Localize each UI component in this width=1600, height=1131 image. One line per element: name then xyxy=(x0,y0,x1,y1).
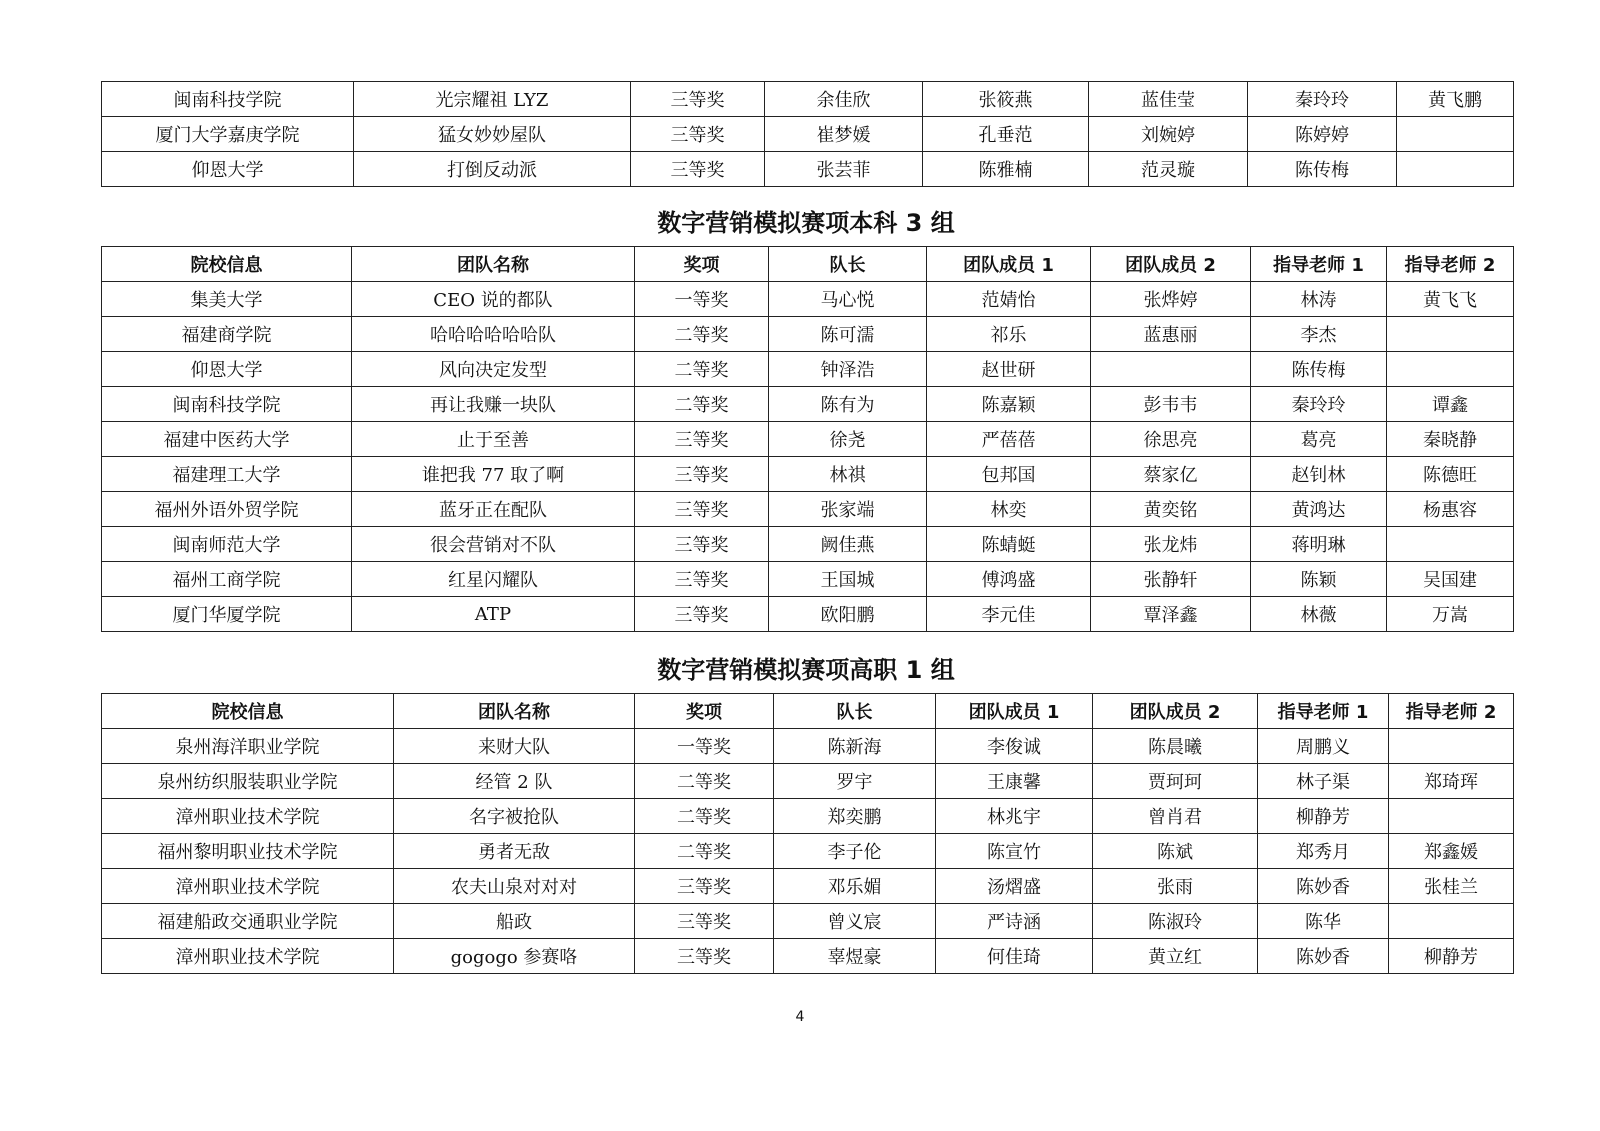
table-cell: 黄鸿达 xyxy=(1251,492,1387,527)
table-cell: 吴国建 xyxy=(1387,562,1514,597)
table-cell: 光宗耀祖 LYZ xyxy=(354,82,631,117)
table-cell: 陈华 xyxy=(1258,904,1389,939)
table-row xyxy=(102,117,1514,152)
table-cell: 二等奖 xyxy=(635,764,774,799)
table-cell: 祁乐 xyxy=(927,317,1091,352)
table-row xyxy=(102,597,1514,632)
table-row xyxy=(102,527,1514,562)
column-header: 院校信息 xyxy=(102,694,394,729)
table-cell: 农夫山泉对对对 xyxy=(394,869,635,904)
table-cell: 张芸菲 xyxy=(765,152,923,187)
table-cell: 徐尧 xyxy=(769,422,927,457)
table-cell: 陈蜻蜓 xyxy=(927,527,1091,562)
table-cell xyxy=(1387,352,1514,387)
table-cell: 陈传梅 xyxy=(1251,352,1387,387)
table-row xyxy=(102,834,1514,869)
table-cell: 陈淑玲 xyxy=(1093,904,1258,939)
table-cell: 范灵璇 xyxy=(1089,152,1248,187)
table-cell: 陈可濡 xyxy=(769,317,927,352)
table-row xyxy=(102,352,1514,387)
table-cell: 打倒反动派 xyxy=(354,152,631,187)
table-cell: 赵世研 xyxy=(927,352,1091,387)
table-cell: 三等奖 xyxy=(631,152,765,187)
table-cell: 陈新海 xyxy=(774,729,936,764)
table-cell: 郑琦珲 xyxy=(1389,764,1514,799)
column-header: 团队成员 1 xyxy=(927,247,1091,282)
table-cell: 三等奖 xyxy=(635,492,769,527)
table-cell: 王康馨 xyxy=(936,764,1093,799)
table-cell: 二等奖 xyxy=(635,352,769,387)
table-cell: 三等奖 xyxy=(635,457,769,492)
table-cell: 厦门华厦学院 xyxy=(102,597,352,632)
table-cell: 柳静芳 xyxy=(1258,799,1389,834)
table-cell: 余佳欣 xyxy=(765,82,923,117)
table-cell: 猛女妙妙屋队 xyxy=(354,117,631,152)
table-cell: 李杰 xyxy=(1251,317,1387,352)
header-row xyxy=(102,247,1514,282)
table-cell: 万嵩 xyxy=(1387,597,1514,632)
table-cell: 漳州职业技术学院 xyxy=(102,799,394,834)
table-cell xyxy=(1389,904,1514,939)
table-cell: 秦玲玲 xyxy=(1248,82,1397,117)
header-row xyxy=(102,694,1514,729)
table-header xyxy=(102,694,1514,729)
table-cell: 张烨婷 xyxy=(1091,282,1251,317)
table-cell: ATP xyxy=(352,597,635,632)
table-cell: 陈传梅 xyxy=(1248,152,1397,187)
column-header: 指导老师 2 xyxy=(1389,694,1514,729)
table-cell: 名字被抢队 xyxy=(394,799,635,834)
table-cell xyxy=(1389,799,1514,834)
table-cell: 漳州职业技术学院 xyxy=(102,939,394,974)
column-header: 队长 xyxy=(774,694,936,729)
table-cell: 秦晓静 xyxy=(1387,422,1514,457)
table-cell xyxy=(1397,152,1514,187)
table-body xyxy=(102,282,1514,632)
table-cell: 陈有为 xyxy=(769,387,927,422)
table-cell: gogogo 参赛咯 xyxy=(394,939,635,974)
table-cell: 陈婷婷 xyxy=(1248,117,1397,152)
table-cell: 仰恩大学 xyxy=(102,152,354,187)
results-table-vocational-group-1 xyxy=(101,693,1514,974)
table-cell: 陈晨曦 xyxy=(1093,729,1258,764)
column-header: 院校信息 xyxy=(102,247,352,282)
table-cell: 陈德旺 xyxy=(1387,457,1514,492)
table-cell: 一等奖 xyxy=(635,729,774,764)
table-row xyxy=(102,869,1514,904)
table-body xyxy=(102,729,1514,974)
table-cell: 张筱燕 xyxy=(923,82,1089,117)
table-cell: 三等奖 xyxy=(631,117,765,152)
table-cell: 黄飞鹏 xyxy=(1397,82,1514,117)
table-cell: 张雨 xyxy=(1093,869,1258,904)
table-cell: 严蓓蓓 xyxy=(927,422,1091,457)
table-cell: 范婧怡 xyxy=(927,282,1091,317)
table-cell: 黄奕铭 xyxy=(1091,492,1251,527)
table-cell: 三等奖 xyxy=(635,904,774,939)
table-cell: 一等奖 xyxy=(635,282,769,317)
column-header: 队长 xyxy=(769,247,927,282)
table-cell: 谭鑫 xyxy=(1387,387,1514,422)
table-cell: 红星闪耀队 xyxy=(352,562,635,597)
table-cell: 二等奖 xyxy=(635,834,774,869)
table-row xyxy=(102,387,1514,422)
table-cell: 徐思亮 xyxy=(1091,422,1251,457)
table-cell: 曾肖君 xyxy=(1093,799,1258,834)
table-row xyxy=(102,764,1514,799)
table-cell: 覃泽鑫 xyxy=(1091,597,1251,632)
table-cell xyxy=(1091,352,1251,387)
table-cell: 柳静芳 xyxy=(1389,939,1514,974)
column-header: 团队成员 2 xyxy=(1093,694,1258,729)
table-cell: 林子渠 xyxy=(1258,764,1389,799)
table-cell: 崔梦媛 xyxy=(765,117,923,152)
table-cell: 三等奖 xyxy=(635,527,769,562)
table-cell: 三等奖 xyxy=(635,869,774,904)
table-cell: 陈妙香 xyxy=(1258,939,1389,974)
table-cell: 来财大队 xyxy=(394,729,635,764)
table-cell: 三等奖 xyxy=(631,82,765,117)
table-row xyxy=(102,562,1514,597)
table-cell: 刘婉婷 xyxy=(1089,117,1248,152)
table-cell xyxy=(1387,317,1514,352)
table-cell: 蓝佳莹 xyxy=(1089,82,1248,117)
table-cell: 闽南科技学院 xyxy=(102,82,354,117)
table-cell: 福州黎明职业技术学院 xyxy=(102,834,394,869)
table-cell: 陈雅楠 xyxy=(923,152,1089,187)
column-header: 指导老师 1 xyxy=(1258,694,1389,729)
table-row xyxy=(102,729,1514,764)
table-cell: 蓝惠丽 xyxy=(1091,317,1251,352)
table-cell: 蓝牙正在配队 xyxy=(352,492,635,527)
table-cell: 张龙炜 xyxy=(1091,527,1251,562)
table-cell: 张桂兰 xyxy=(1389,869,1514,904)
table-row xyxy=(102,904,1514,939)
table-row xyxy=(102,939,1514,974)
table-row xyxy=(102,317,1514,352)
section-title-vocational-group-1: 数字营销模拟赛项高职 1 组 xyxy=(657,656,955,684)
table-cell: 风向决定发型 xyxy=(352,352,635,387)
table-cell: 杨惠容 xyxy=(1387,492,1514,527)
table-cell: 三等奖 xyxy=(635,562,769,597)
table-cell: 阙佳燕 xyxy=(769,527,927,562)
table-cell: 李元佳 xyxy=(927,597,1091,632)
table-cell: 三等奖 xyxy=(635,939,774,974)
table-cell: 陈斌 xyxy=(1093,834,1258,869)
table-cell: 三等奖 xyxy=(635,422,769,457)
table-row xyxy=(102,282,1514,317)
table-cell: 欧阳鹏 xyxy=(769,597,927,632)
table-cell: 曾义宸 xyxy=(774,904,936,939)
table-cell: 止于至善 xyxy=(352,422,635,457)
table-cell: 黄立红 xyxy=(1093,939,1258,974)
table-cell: 勇者无敌 xyxy=(394,834,635,869)
table-cell: 李子伦 xyxy=(774,834,936,869)
table-cell: 郑秀月 xyxy=(1258,834,1389,869)
table-cell: 三等奖 xyxy=(635,597,769,632)
table-row xyxy=(102,422,1514,457)
table-cell: 黄飞飞 xyxy=(1387,282,1514,317)
table-row xyxy=(102,799,1514,834)
table-body xyxy=(102,82,1514,187)
table-cell: 包邦国 xyxy=(927,457,1091,492)
table-cell xyxy=(1389,729,1514,764)
table-cell: 罗宇 xyxy=(774,764,936,799)
column-header: 团队成员 2 xyxy=(1091,247,1251,282)
table-cell: 二等奖 xyxy=(635,799,774,834)
page-number: 4 xyxy=(795,1009,805,1025)
table-cell: 傅鸿盛 xyxy=(927,562,1091,597)
table-cell: 闽南师范大学 xyxy=(102,527,352,562)
table-cell xyxy=(1397,117,1514,152)
table-cell: 蔡家亿 xyxy=(1091,457,1251,492)
table-cell: 汤熠盛 xyxy=(936,869,1093,904)
table-cell: 漳州职业技术学院 xyxy=(102,869,394,904)
table-cell: 福建中医药大学 xyxy=(102,422,352,457)
table-cell: 仰恩大学 xyxy=(102,352,352,387)
table-cell xyxy=(1387,527,1514,562)
results-table-continued xyxy=(101,81,1514,187)
table-cell: 贾珂珂 xyxy=(1093,764,1258,799)
table-cell: 葛亮 xyxy=(1251,422,1387,457)
table-cell: 福建理工大学 xyxy=(102,457,352,492)
table-row xyxy=(102,152,1514,187)
table-cell: 二等奖 xyxy=(635,317,769,352)
table-cell: 泉州纺织服装职业学院 xyxy=(102,764,394,799)
table-cell: 再让我赚一块队 xyxy=(352,387,635,422)
table-cell: 李俊诚 xyxy=(936,729,1093,764)
table-cell: 林兆宇 xyxy=(936,799,1093,834)
table-cell: 福州工商学院 xyxy=(102,562,352,597)
table-cell: 秦玲玲 xyxy=(1251,387,1387,422)
table-cell: 林涛 xyxy=(1251,282,1387,317)
table-cell: 经管 2 队 xyxy=(394,764,635,799)
table-cell: 钟泽浩 xyxy=(769,352,927,387)
column-header: 指导老师 2 xyxy=(1387,247,1514,282)
table-row xyxy=(102,492,1514,527)
table-cell: 陈嘉颖 xyxy=(927,387,1091,422)
results-table-undergrad-group-3 xyxy=(101,246,1514,632)
column-header: 团队名称 xyxy=(352,247,635,282)
table-cell: 福建船政交通职业学院 xyxy=(102,904,394,939)
table-cell: 陈妙香 xyxy=(1258,869,1389,904)
table-cell: 船政 xyxy=(394,904,635,939)
table-row xyxy=(102,82,1514,117)
table-cell: 张家端 xyxy=(769,492,927,527)
section-title-undergrad-group-3: 数字营销模拟赛项本科 3 组 xyxy=(657,209,955,237)
column-header: 团队名称 xyxy=(394,694,635,729)
table-cell: 林奕 xyxy=(927,492,1091,527)
table-cell: 陈宣竹 xyxy=(936,834,1093,869)
table-cell: 郑奕鹏 xyxy=(774,799,936,834)
table-cell: 陈颖 xyxy=(1251,562,1387,597)
table-cell: 福建商学院 xyxy=(102,317,352,352)
table-cell: 林薇 xyxy=(1251,597,1387,632)
table-cell: 谁把我 77 取了啊 xyxy=(352,457,635,492)
table-cell: 闽南科技学院 xyxy=(102,387,352,422)
table-cell: 王国城 xyxy=(769,562,927,597)
table-cell: 马心悦 xyxy=(769,282,927,317)
table-cell: 孔垂范 xyxy=(923,117,1089,152)
column-header: 团队成员 1 xyxy=(936,694,1093,729)
column-header: 奖项 xyxy=(635,694,774,729)
column-header: 奖项 xyxy=(635,247,769,282)
table-cell: 二等奖 xyxy=(635,387,769,422)
table-row xyxy=(102,457,1514,492)
table-cell: 泉州海洋职业学院 xyxy=(102,729,394,764)
table-cell: 蒋明琳 xyxy=(1251,527,1387,562)
table-cell: 辜煜豪 xyxy=(774,939,936,974)
table-header xyxy=(102,247,1514,282)
table-cell: 林祺 xyxy=(769,457,927,492)
table-cell: CEO 说的都队 xyxy=(352,282,635,317)
table-cell: 周鹏义 xyxy=(1258,729,1389,764)
table-cell: 集美大学 xyxy=(102,282,352,317)
table-cell: 张静轩 xyxy=(1091,562,1251,597)
table-cell: 郑鑫媛 xyxy=(1389,834,1514,869)
table-cell: 厦门大学嘉庚学院 xyxy=(102,117,354,152)
table-cell: 很会营销对不队 xyxy=(352,527,635,562)
column-header: 指导老师 1 xyxy=(1251,247,1387,282)
table-cell: 赵钊林 xyxy=(1251,457,1387,492)
table-cell: 严诗涵 xyxy=(936,904,1093,939)
table-cell: 福州外语外贸学院 xyxy=(102,492,352,527)
table-cell: 哈哈哈哈哈哈队 xyxy=(352,317,635,352)
table-cell: 彭韦韦 xyxy=(1091,387,1251,422)
table-cell: 何佳琦 xyxy=(936,939,1093,974)
table-cell: 邓乐媚 xyxy=(774,869,936,904)
